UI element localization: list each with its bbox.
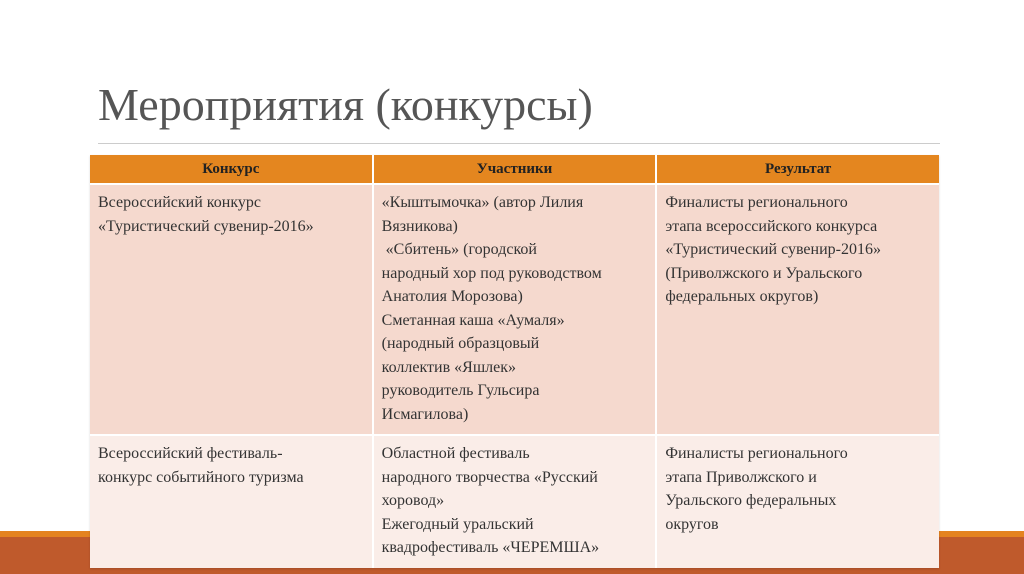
header-contest: Конкурс (90, 155, 373, 184)
cell-text-line: Всероссийский фестиваль- (98, 445, 283, 462)
cell-text-line: этапа всероссийского конкурса (665, 217, 878, 235)
cell-participants (373, 184, 657, 435)
cell-text-line: квадрофестиваль «ЧЕРЕМША» (381, 539, 600, 556)
cell-text-line: народного творчества «Русский (381, 468, 598, 486)
cell-text-line: Вязникова) (381, 217, 458, 235)
cell-text-line: «Кыштымочка» (автор Лилия (381, 194, 584, 211)
cell-text-line: хоровод» (381, 492, 445, 509)
cell-text-line: Анатолия Морозова) (381, 288, 523, 305)
header-result: Результат (656, 155, 939, 184)
cell-text-line: Областной фестиваль (381, 445, 530, 462)
cell-contest (90, 435, 373, 568)
cell-text-line: конкурс событийного туризма (98, 468, 304, 486)
cell-text-line: «Туристический сувенир-2016» (98, 217, 314, 235)
header-participants: Участники (373, 155, 657, 184)
table-row (90, 435, 939, 568)
cell-contest (90, 184, 373, 435)
cell-text-line: «Туристический сувенир-2016» (665, 241, 881, 258)
cell-text-line: Ежегодный уральский (381, 515, 534, 533)
cell-result (656, 184, 939, 435)
cell-text-line: (народный образцовый (381, 335, 540, 352)
table-row (90, 184, 939, 435)
slide-title: Мероприятия (конкурсы) (98, 79, 593, 130)
cell-text-line: Финалисты регионального (665, 194, 848, 211)
cell-text-line: Исмагилова) (381, 405, 469, 423)
cell-text-line: федеральных округов) (665, 288, 819, 305)
cell-text-line: Финалисты регионального (665, 445, 848, 462)
cell-participants (373, 435, 657, 568)
cell-text-line: «Сбитень» (городской (381, 241, 537, 258)
cell-text-line: округов (665, 515, 719, 533)
cell-text-line: этапа Приволжского и (665, 468, 817, 486)
cell-text-line: народный хор под руководством (381, 264, 602, 282)
cell-text-line: (Приволжского и Уральского (665, 264, 863, 282)
cell-text-line: Всероссийский конкурс (98, 194, 261, 211)
title-divider (98, 143, 940, 144)
contests-table (90, 155, 939, 568)
cell-text-line: Сметанная каша «Аумаля» (381, 311, 565, 329)
table-header-row (90, 155, 939, 184)
cell-text-line: руководитель Гульсира (381, 382, 540, 399)
cell-text-line: коллектив «Яшлек» (381, 358, 516, 376)
cell-text-line: Уральского федеральных (665, 492, 837, 509)
cell-result (656, 435, 939, 568)
